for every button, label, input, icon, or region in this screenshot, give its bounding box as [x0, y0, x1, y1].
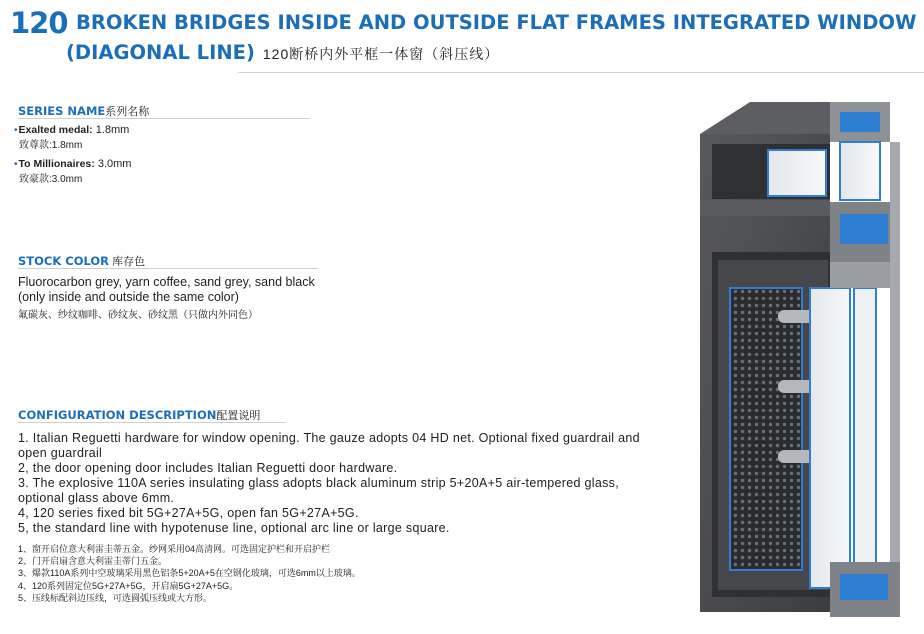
series-item-value: 3.0mm [97, 158, 132, 170]
list-item: 3. The explosive 110A series insulating glass adopts black aluminum strip 5+20A+5 air-tempered glass, optional glass above 6mm. [18, 476, 619, 505]
list-item: 1、窗开启位意大利雷圭蒂五金。纱网采用04高清网。可选固定护栏和开启护栏 [18, 544, 331, 554]
stock-heading [18, 253, 145, 269]
config-list-cn [18, 543, 361, 604]
stock-line2: (only inside and outside the same color) [18, 290, 239, 304]
config-heading-cn: 配置说明 [216, 410, 261, 422]
series-item-value: 1.8mm [95, 124, 130, 136]
series-item-exalted [14, 123, 129, 153]
series-number: 120 [10, 6, 68, 40]
bullet-icon: • [14, 159, 18, 170]
window-profile-image [690, 92, 922, 629]
config-list-en [18, 431, 658, 536]
list-item: 2、门开启扇含意大利雷圭蒂门五金。 [18, 556, 168, 567]
series-heading [18, 103, 149, 119]
title-diagonal-line: (DIAGONAL LINE) [66, 41, 255, 64]
stock-colors-en [18, 275, 315, 305]
list-item: 4、120系列固定位5G+27A+5G，开启扇5G+27A+5G。 [18, 580, 239, 591]
stock-line1: Fluorocarbon grey, yarn coffee, sand grey, sand black [18, 275, 315, 289]
list-item: 2, the door opening door includes Italian Reguetti door hardware. [18, 461, 398, 475]
stock-divider [18, 268, 318, 269]
config-heading-en: CONFIGURATION DESCRIPTION [18, 408, 217, 422]
stock-colors-cn: 氟碳灰、纱纹咖啡、砂纹灰、砂纹黑（只做内外同色） [18, 310, 258, 321]
list-item: 5、压线标配斜边压线，可选圆弧压线或大方形。 [18, 592, 213, 603]
series-item-sub: 致豪款:3.0mm [19, 174, 83, 185]
stock-heading-en: STOCK COLOR [18, 254, 110, 268]
bullet-icon: • [14, 125, 18, 136]
header-divider [238, 72, 924, 73]
list-item: 3、爆款110A系列中空玻璃采用黑色铝条5+20A+5在空钢化玻璃，可选6mm以上玻璃。 [18, 568, 361, 579]
list-item: 5, the standard line with hypotenuse line, optional arc line or large square. [18, 521, 450, 535]
series-heading-cn: 系列名称 [105, 106, 150, 118]
series-item-label: Exalted medal: [18, 124, 93, 136]
config-divider [18, 422, 286, 423]
series-item-sub: 致尊款:1.8mm [19, 140, 83, 151]
series-item-millionaires [14, 157, 131, 187]
series-item-label: To Millionaires: [18, 158, 95, 170]
stock-heading-cn: 库存色 [112, 256, 146, 268]
list-item: 1. Italian Reguetti hardware for window opening. The gauze adopts 04 HD net. Optional fixed guardrail and open guardrail [18, 431, 640, 460]
page-title-line1: BROKEN BRIDGES INSIDE AND OUTSIDE FLAT FRAMES INTEGRATED WINDOW [76, 11, 917, 34]
list-item: 4, 120 series fixed bit 5G+27A+5G, open fan 5G+27A+5G. [18, 506, 359, 520]
page-title-line2 [66, 40, 499, 68]
series-divider [18, 118, 310, 119]
window-frame-illustration [690, 92, 922, 629]
config-heading [18, 407, 260, 423]
series-heading-en: SERIES NAME [18, 104, 106, 118]
title-chinese: 120断桥内外平框一体窗（斜压线） [262, 46, 500, 62]
